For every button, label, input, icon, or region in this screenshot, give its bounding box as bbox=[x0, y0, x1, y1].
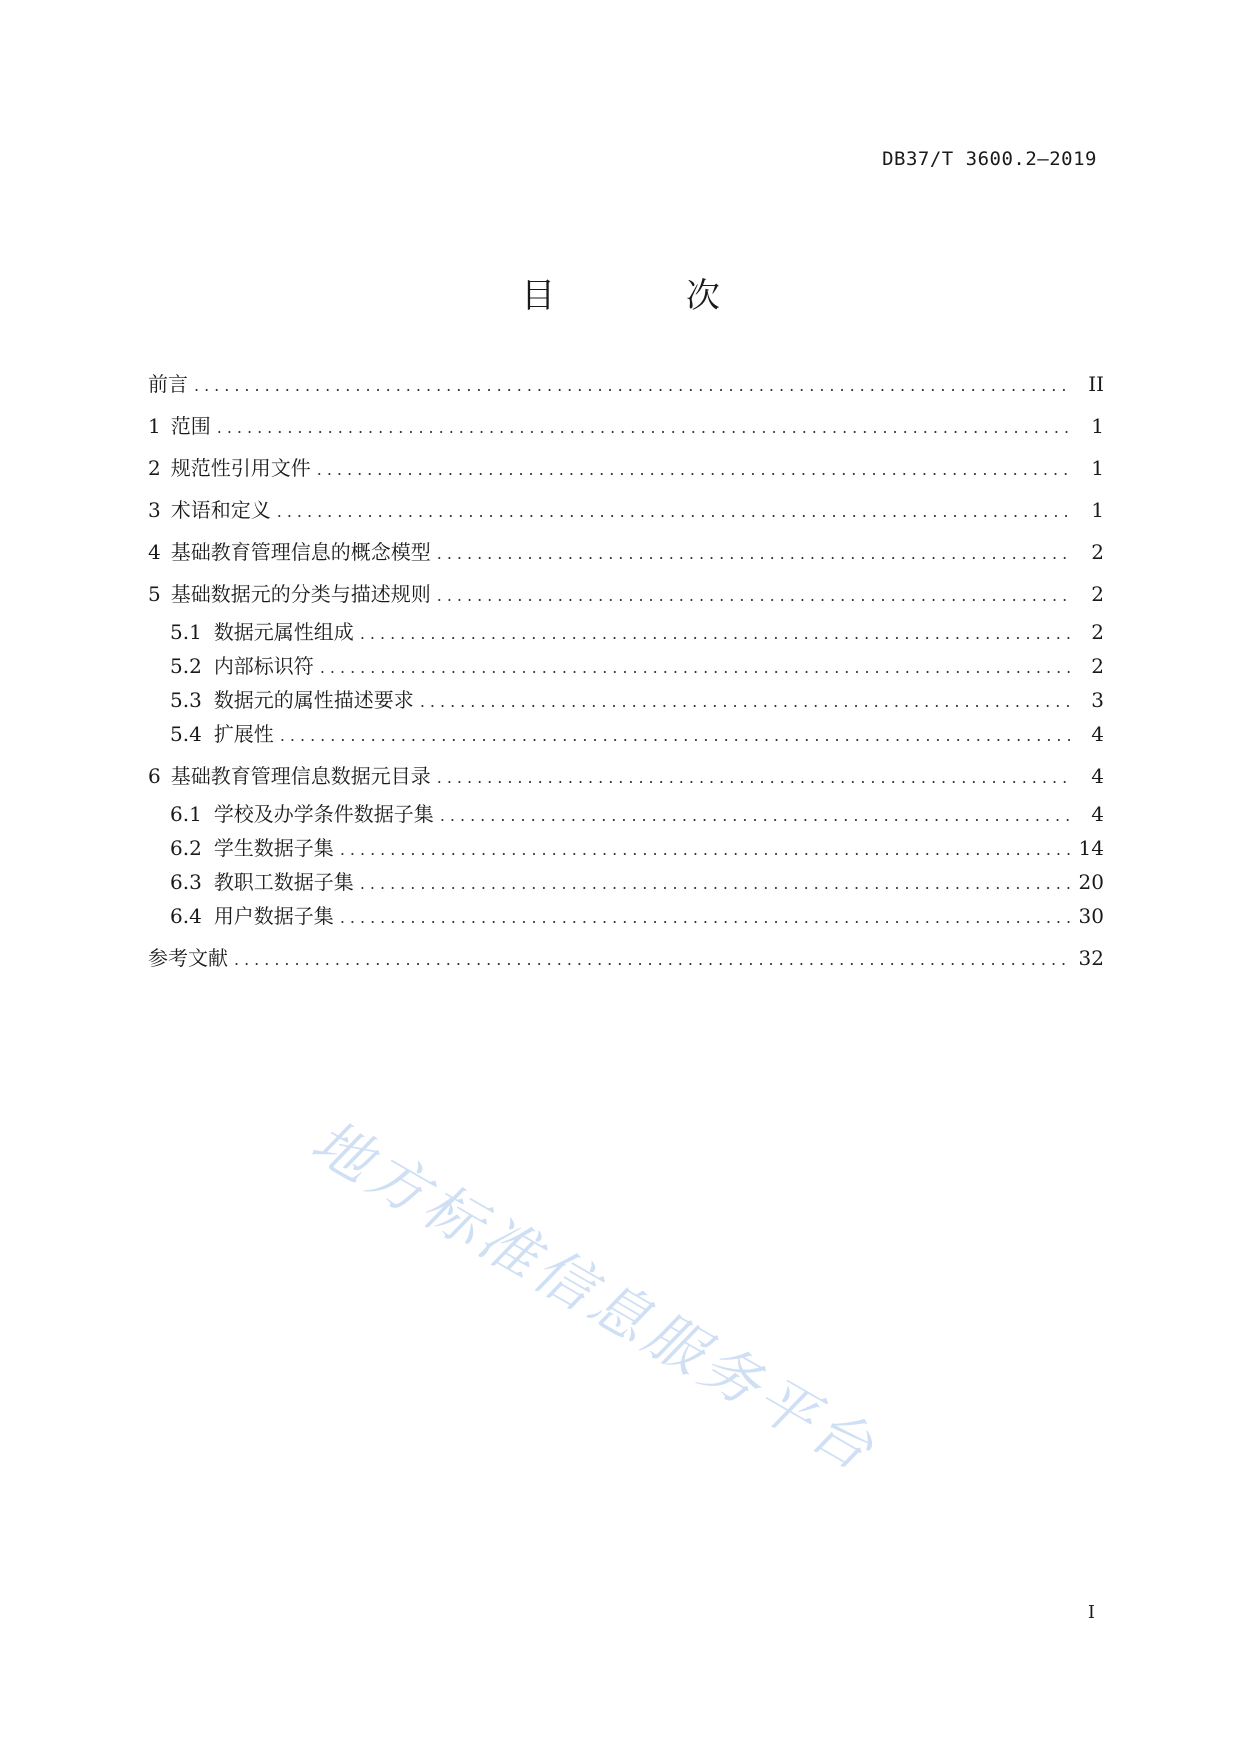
toc-entry-page: 1 bbox=[1091, 456, 1104, 480]
toc-entry-number: 4 bbox=[148, 540, 161, 564]
toc-entry-page: 2 bbox=[1091, 620, 1104, 644]
toc-entry-label: 教职工数据子集 bbox=[213, 870, 354, 894]
toc-entry-number: 5.3 bbox=[170, 688, 202, 712]
toc-dot-leader bbox=[420, 688, 1072, 716]
toc-entry-number: 5.4 bbox=[170, 722, 202, 746]
toc-entry-number: 6.1 bbox=[170, 802, 202, 826]
toc-entry-number: 5.1 bbox=[170, 620, 202, 644]
toc-dot-leader bbox=[194, 372, 1072, 400]
toc-entry[interactable] bbox=[148, 580, 1104, 610]
toc-entry-page: 2 bbox=[1091, 582, 1104, 606]
toc-entry[interactable] bbox=[148, 720, 1104, 750]
toc-entry[interactable] bbox=[148, 538, 1104, 568]
toc-dot-leader bbox=[437, 582, 1072, 610]
toc-entry-label: 范围 bbox=[170, 414, 211, 438]
toc-entry-label: 参考文献 bbox=[148, 946, 228, 970]
toc-entry-page: 30 bbox=[1078, 904, 1104, 928]
toc-entry-page: 2 bbox=[1091, 540, 1104, 564]
toc-entry[interactable] bbox=[148, 944, 1104, 974]
toc-dot-leader bbox=[217, 414, 1072, 442]
toc-entry[interactable] bbox=[148, 412, 1104, 442]
toc-entry-label: 基础教育管理信息数据元目录 bbox=[170, 764, 431, 788]
toc-entry-number: 6.3 bbox=[170, 870, 202, 894]
toc-dot-leader bbox=[317, 456, 1072, 484]
toc-dot-leader bbox=[234, 946, 1071, 974]
toc-entry-page: 4 bbox=[1091, 764, 1104, 788]
toc-entry-number: 6 bbox=[148, 764, 161, 788]
toc-entry[interactable] bbox=[148, 834, 1104, 864]
toc-entry[interactable] bbox=[148, 618, 1104, 648]
toc-entry-page: 14 bbox=[1078, 836, 1104, 860]
toc-entry-number: 5 bbox=[148, 582, 161, 606]
watermark: 地方标准信息服务平台 bbox=[300, 1106, 889, 1486]
toc-entry-number: 6.4 bbox=[170, 904, 202, 928]
toc-entry-page: 3 bbox=[1091, 688, 1104, 712]
toc-entry-number: 2 bbox=[148, 456, 161, 480]
toc-dot-leader bbox=[340, 836, 1071, 864]
toc-entry-label: 规范性引用文件 bbox=[170, 456, 311, 480]
toc-dot-leader bbox=[440, 802, 1072, 830]
toc-entry-number: 1 bbox=[148, 414, 161, 438]
toc-entry-label: 扩展性 bbox=[213, 722, 274, 746]
toc-entry[interactable] bbox=[148, 686, 1104, 716]
standard-code: DB37/T 3600.2—2019 bbox=[882, 148, 1097, 170]
toc-dot-leader bbox=[340, 904, 1071, 932]
toc-entry-label: 内部标识符 bbox=[213, 654, 314, 678]
toc-entry[interactable] bbox=[148, 454, 1104, 484]
toc-entry-number: 6.2 bbox=[170, 836, 202, 860]
toc-entry-page: 1 bbox=[1091, 414, 1104, 438]
toc-entry-page: 4 bbox=[1091, 802, 1104, 826]
toc-entry-label: 用户数据子集 bbox=[213, 904, 334, 928]
toc-entry-label: 基础教育管理信息的概念模型 bbox=[170, 540, 431, 564]
toc-entry[interactable] bbox=[148, 762, 1104, 792]
toc-entry-label: 数据元的属性描述要求 bbox=[213, 688, 414, 712]
toc-entry-page: 32 bbox=[1078, 946, 1104, 970]
toc-entry-page: 20 bbox=[1078, 870, 1104, 894]
toc-entry-label: 数据元属性组成 bbox=[213, 620, 354, 644]
table-of-contents bbox=[148, 370, 1104, 974]
toc-dot-leader bbox=[320, 654, 1072, 682]
toc-entry[interactable] bbox=[148, 800, 1104, 830]
toc-entry[interactable] bbox=[148, 496, 1104, 526]
toc-dot-leader bbox=[280, 722, 1072, 750]
toc-entry-label: 基础数据元的分类与描述规则 bbox=[170, 582, 431, 606]
toc-dot-leader bbox=[437, 764, 1072, 792]
toc-entry-page: II bbox=[1088, 372, 1104, 396]
toc-entry-page: 1 bbox=[1091, 498, 1104, 522]
toc-dot-leader bbox=[277, 498, 1072, 526]
toc-entry-page: 2 bbox=[1091, 654, 1104, 678]
toc-entry-label: 学生数据子集 bbox=[213, 836, 334, 860]
toc-dot-leader bbox=[360, 620, 1072, 648]
toc-entry-label: 前言 bbox=[148, 372, 188, 396]
toc-entry-label: 学校及办学条件数据子集 bbox=[213, 802, 434, 826]
toc-entry[interactable] bbox=[148, 902, 1104, 932]
toc-entry-number: 3 bbox=[148, 498, 161, 522]
toc-entry[interactable] bbox=[148, 370, 1104, 400]
page-number: I bbox=[1087, 1602, 1095, 1623]
toc-entry-number: 5.2 bbox=[170, 654, 202, 678]
toc-entry[interactable] bbox=[148, 868, 1104, 898]
toc-dot-leader bbox=[360, 870, 1071, 898]
toc-entry-label: 术语和定义 bbox=[170, 498, 271, 522]
toc-entry[interactable] bbox=[148, 652, 1104, 682]
toc-title: 目 次 bbox=[521, 276, 780, 316]
toc-dot-leader bbox=[437, 540, 1072, 568]
toc-entry-page: 4 bbox=[1091, 722, 1104, 746]
